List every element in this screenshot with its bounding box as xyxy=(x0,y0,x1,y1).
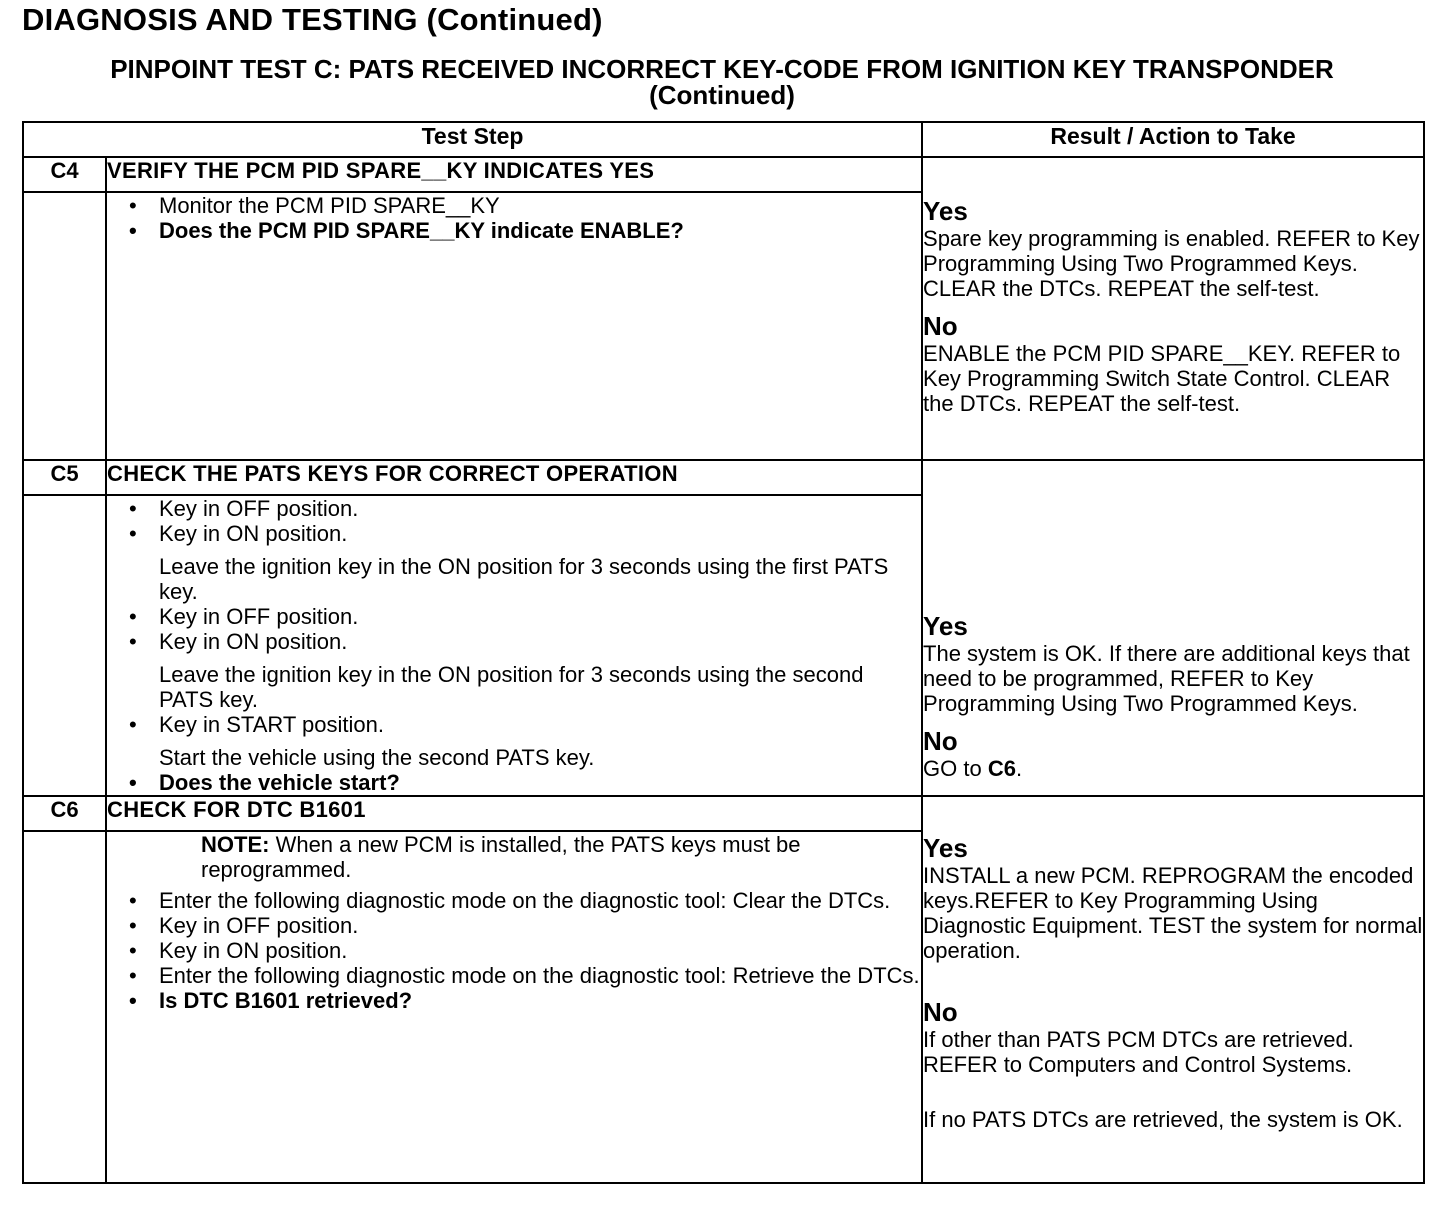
column-header-test-step: Test Step xyxy=(23,122,922,157)
list-item: • Key in OFF position. xyxy=(129,496,921,521)
list-item-instruction: Leave the ignition key in the ON position for 3 seconds using the first PATS key. xyxy=(159,554,889,604)
step-id: C5 xyxy=(23,460,106,495)
result-no-label: No xyxy=(923,726,958,756)
step-id: C4 xyxy=(23,157,106,192)
result-yes-label: Yes xyxy=(923,833,968,863)
result-yes-text: Spare key programming is enabled. REFER to Key Programming Using Two Programmed Keys. CLEAR the DTCs. REPEAT the self-test. xyxy=(923,226,1420,301)
result-no-text-step-ref: C6 xyxy=(987,756,1016,781)
step-id-spacer xyxy=(23,495,106,796)
list-item-instruction: Leave the ignition key in the ON position for 3 seconds using the second PATS key. xyxy=(159,662,864,712)
list-item: • Key in ON position. xyxy=(129,629,921,654)
step-body-c4 xyxy=(106,192,922,460)
list-item: • Enter the following diagnostic mode on the diagnostic tool: Retrieve the DTCs. xyxy=(129,963,921,988)
result-yes-label: Yes xyxy=(923,611,968,641)
step-title: CHECK THE PATS KEYS FOR CORRECT OPERATION xyxy=(106,460,922,495)
step-row-c4 xyxy=(23,157,1424,192)
note-label: NOTE: xyxy=(201,832,270,857)
list-item: • Enter the following diagnostic mode on the diagnostic tool: Clear the DTCs. xyxy=(129,888,921,913)
list-item: • Key in START position. xyxy=(129,712,921,737)
pinpoint-test-table xyxy=(22,121,1425,1184)
list-item-question: • Is DTC B1601 retrieved? xyxy=(129,988,921,1013)
note-paragraph xyxy=(201,832,921,882)
step-result-c6 xyxy=(922,796,1424,1183)
result-no-text-suffix: . xyxy=(1015,756,1023,781)
result-yes-text: INSTALL a new PCM. REPROGRAM the encoded keys.REFER to Key Programming Using Diagnostic Equipment. TEST the system for normal operation. xyxy=(923,863,1423,963)
result-no-text: ENABLE the PCM PID SPARE__KEY. REFER to Key Programming Switch State Control. CLEAR the DTCs. REPEAT the self-test. xyxy=(923,341,1401,416)
list-item: • Key in ON position. xyxy=(129,938,921,963)
note-text: When a new PCM is installed, the PATS keys must be reprogrammed. xyxy=(201,832,801,882)
result-yes-label: Yes xyxy=(923,196,968,226)
step-body-c6 xyxy=(106,831,922,1183)
column-header-result: Result / Action to Take xyxy=(922,122,1424,157)
result-no-text-prefix: GO to xyxy=(923,756,988,781)
step-row-c6 xyxy=(23,796,1424,831)
result-no-label: No xyxy=(923,997,958,1027)
list-item-question: • Does the vehicle start? xyxy=(129,770,921,795)
step-row-c5 xyxy=(23,460,1424,495)
list-item: • Monitor the PCM PID SPARE__KY xyxy=(129,193,921,218)
list-item: • Key in ON position. xyxy=(129,521,921,546)
result-no-text xyxy=(923,756,1423,781)
step-result-c4 xyxy=(922,157,1424,460)
result-no-text: If other than PATS PCM DTCs are retrieved. REFER to Computers and Control Systems. xyxy=(923,1027,1354,1077)
pinpoint-test-title-line1: PINPOINT TEST C: PATS RECEIVED INCORRECT KEY-CODE FROM IGNITION KEY TRANSPONDER xyxy=(110,54,1334,84)
page-title: DIAGNOSIS AND TESTING (Continued) xyxy=(22,2,603,37)
step-result-c5 xyxy=(922,460,1424,796)
pinpoint-test-title xyxy=(22,56,1422,108)
step-title: CHECK FOR DTC B1601 xyxy=(106,796,922,831)
result-no-label: No xyxy=(923,311,958,341)
list-item-question: • Does the PCM PID SPARE__KY indicate ENABLE? xyxy=(129,218,921,243)
list-item: • Key in OFF position. xyxy=(129,604,921,629)
pinpoint-test-title-line2: (Continued) xyxy=(649,80,795,110)
result-no-text-2: If no PATS DTCs are retrieved, the system is OK. xyxy=(923,1107,1403,1132)
result-yes-text: The system is OK. If there are additional keys that need to be programmed, REFER to Key Programming Using Two Programmed Keys. xyxy=(923,641,1410,716)
step-body-c5 xyxy=(106,495,922,796)
step-id-spacer xyxy=(23,192,106,460)
step-id: C6 xyxy=(23,796,106,831)
list-item: • Key in OFF position. xyxy=(129,913,921,938)
step-id-spacer xyxy=(23,831,106,1183)
step-title: VERIFY THE PCM PID SPARE__KY INDICATES YES xyxy=(106,157,922,192)
list-item-instruction: Start the vehicle using the second PATS key. xyxy=(159,745,595,770)
